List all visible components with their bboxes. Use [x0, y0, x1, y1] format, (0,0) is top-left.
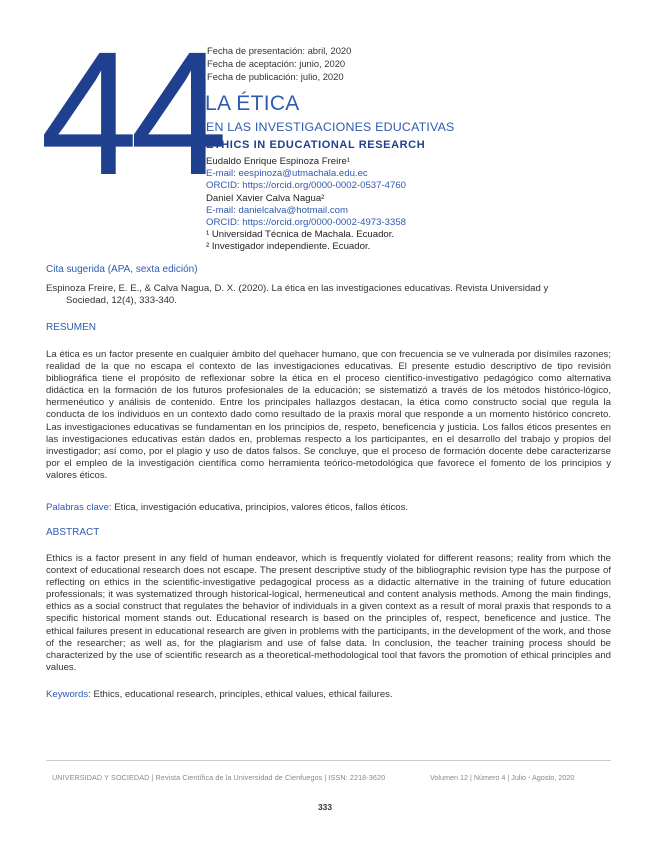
- footer-journal: UNIVERSIDAD Y SOCIEDAD | Revista Científica de la Universidad de Cienfuegos | ISSN: 2218-3620: [52, 773, 386, 782]
- publication-date: Fecha de publicación: julio, 2020: [207, 71, 344, 82]
- keywords-label: Keywords:: [46, 689, 91, 700]
- citation-line-2: Sociedad, 12(4), 333-340.: [66, 295, 177, 307]
- footer-divider: [46, 760, 611, 761]
- keywords-text: Ethics, educational research, principles, ethical values, ethical failures.: [90, 689, 393, 700]
- article-title: LA ÉTICA: [205, 92, 300, 115]
- affiliation-2: ² Investigador independiente. Ecuador.: [206, 241, 371, 253]
- authors-block: [206, 156, 406, 254]
- abstract-text: Ethics is a factor present in any field of human endeavor, which is frequently violated for different reasons; reality from which the context of educational research does not escape. The present descriptive study of the bibliographic revision type has the purpose of reflecting on ethics in the scientific-investigative pedagogical process as a didactic alternative in the training of future education professionals; it was systematized through historical-logical, hermeneutical and content analysis methods. Among the main findings, ethics as a social construct that regulates the behavior of individuals in a given context as a result of moral praxis that responds to a specific historical moment stands out. Educational research is based on the principles of, respect, beneficence and justice. The ethical failures present in educational research are given in problems with the participants, in the development of the work, and those of the researcher; as well as, for the plagiarism and use of false data. In conclusion, the teacher training process should be characterized by the use of scientific research as a theoretical-methodological tool that favors the promotion of ethical principles and values.: [46, 553, 611, 673]
- citation-label: Cita sugerida (APA, sexta edición): [46, 264, 198, 275]
- keywords: [46, 689, 393, 700]
- author-1-orcid[interactable]: ORCID: https://orcid.org/0000-0002-0537-4760: [206, 180, 406, 192]
- abstract-heading: ABSTRACT: [46, 527, 100, 538]
- article-title-english: ETHICS IN EDUCATIONAL RESEARCH: [206, 139, 426, 151]
- author-2-name: Daniel Xavier Calva Nagua²: [206, 192, 325, 204]
- citation-line-1: Espinoza Freire, E. E., & Calva Nagua, D. X. (2020). La ética en las investigaciones educativas. Revista Universidad y: [46, 283, 549, 294]
- resumen-text: La ética es un factor presente en cualquier ámbito del quehacer humano, que con frecuencia se ve vulnerada por disímiles razones; realidad de la que no escapa el contexto de las investigaciones educativas. El presente estudio descriptivo de tipo revisión bibliográfica tiene el propósito de reflexionar sobre la ética en el proceso científico-investigativo pedagógico como alternativa didáctica en la formación de los futuros profesionales de la educación; se sistematizó a través de los métodos histórico-lógico, hermenéutico y análisis de contenido. Entre los principales hallazgos destacan, la ética como constructo social que regula la conducta de los individuos en un contexto dado como resultado de la praxis moral que responde a un momento histórico concreto. Las investigaciones educativas se fundamentan en los principios de, respeto, beneficencia y justicia. Los fallos éticos presentes en las investigaciones educativas están dados en, problemas respecto a los participantes, en el desarrollo del trabajo y propios del investigador; así como, por el plagio y uso de datos falsos. Se concluye, que el proceso de formación docente debe caracterizarse por el empleo de la investigación científica como herramienta teórico-metodológica que favorece el fomento de los principios y valores éticos.: [46, 349, 611, 481]
- palabras-clave-text: Etica, investigación educativa, principios, valores éticos, fallos éticos.: [111, 502, 409, 513]
- author-1-email[interactable]: E-mail: eespinoza@utmachala.edu.ec: [206, 168, 368, 180]
- palabras-clave: [46, 502, 408, 513]
- resumen-heading: RESUMEN: [46, 322, 97, 333]
- palabras-clave-label: Palabras clave:: [46, 502, 112, 513]
- article-subtitle: EN LAS INVESTIGACIONES EDUCATIVAS: [206, 120, 455, 134]
- author-1-name: Eudaldo Enrique Espinoza Freire¹: [206, 156, 350, 167]
- footer-volume: Volumen 12 | Número 4 | Julio - Agosto, 2020: [430, 773, 575, 782]
- publication-dates: [207, 44, 351, 83]
- article-number: 44: [40, 16, 220, 212]
- submission-date: Fecha de presentación: abril, 2020: [207, 45, 352, 56]
- citation-text: [46, 283, 611, 307]
- author-2-email[interactable]: E-mail: danielcalva@hotmail.com: [206, 204, 348, 216]
- author-2-orcid[interactable]: ORCID: https://orcid.org/0000-0002-4973-3358: [206, 217, 406, 229]
- acceptance-date: Fecha de aceptación: junio, 2020: [207, 58, 346, 69]
- page-number: 333: [318, 802, 332, 812]
- affiliation-1: ¹ Universidad Técnica de Machala. Ecuador.: [206, 229, 395, 241]
